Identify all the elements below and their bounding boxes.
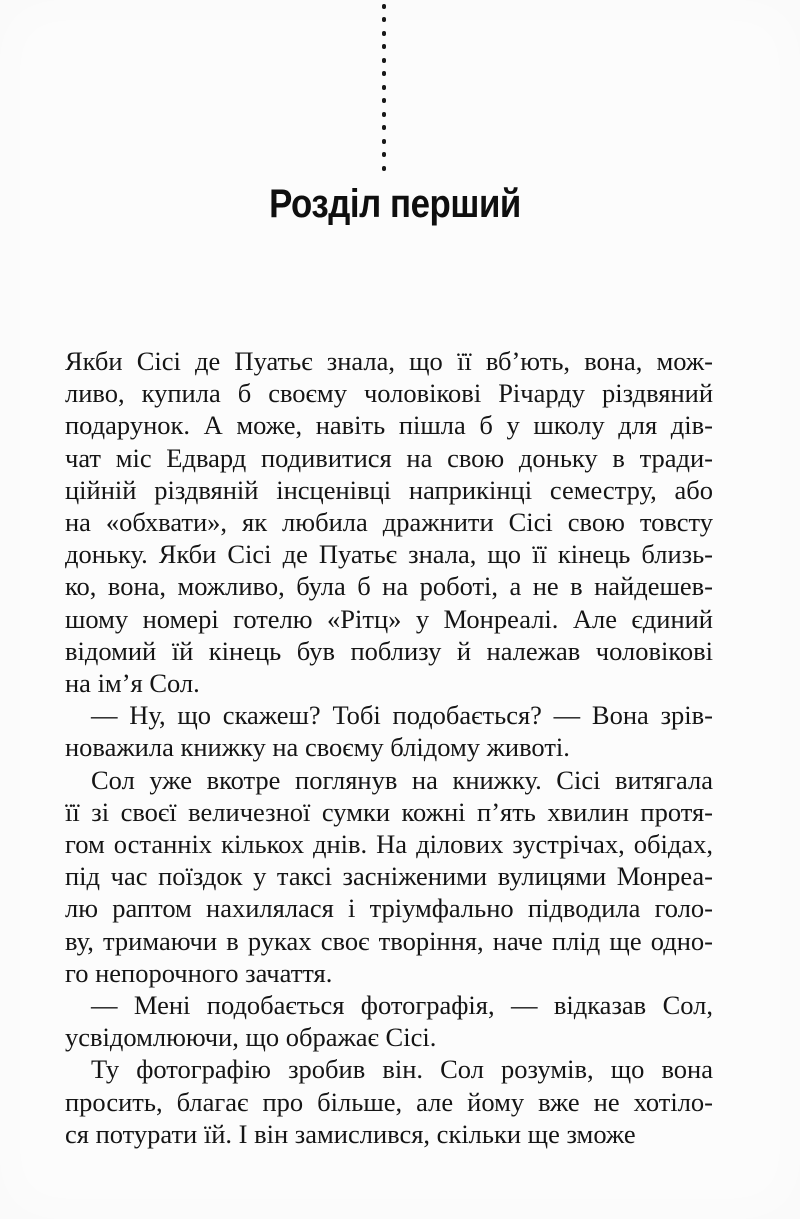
text-line: ся потурати їй. І він замислився, скільки ще зможе — [65, 1118, 636, 1149]
ornament-dot — [382, 31, 387, 36]
text-line: — Мені подобається фотографія, — відказав Сол, — [91, 990, 713, 1021]
ornament-dot — [382, 4, 387, 9]
paragraph-5 — [65, 1053, 713, 1150]
text-line: на ім’я Сол. — [65, 668, 200, 699]
text-line: подарунок. А може, навіть пішла б у школу для дів- — [65, 410, 713, 441]
ornament-dot — [382, 112, 387, 117]
paragraph-2 — [65, 699, 713, 763]
text-line: Ту фотографію зробив він. Сол розумів, що вона — [91, 1054, 713, 1085]
chapter-title: Розділ перший — [269, 182, 521, 226]
body-text — [65, 345, 713, 1150]
text-line: ційній різдвяній інсценівці наприкінці семестру, або — [65, 474, 713, 505]
text-line: шому номері готелю «Рітц» у Монреалі. Але єдиний — [65, 603, 713, 634]
ornament-dot — [382, 139, 387, 144]
text-line: ко, вона, можливо, була б на роботі, а не в найдешев- — [65, 571, 713, 602]
ornament-dot — [382, 152, 387, 157]
text-line: Якби Сісі де Пуатьє знала, що її вб’ють, вона, мож- — [65, 346, 713, 376]
text-line: Сол уже вкотре поглянув на книжку. Сісі витягала — [91, 764, 713, 795]
text-line: лю раптом нахилялася і тріумфально підводила голо- — [65, 893, 713, 924]
ornament-dot — [382, 125, 387, 130]
text-line: доньку. Якби Сісі де Пуатьє знала, що її кінець близь- — [65, 539, 713, 570]
paragraph-4 — [65, 989, 713, 1053]
ornament-dot — [382, 71, 387, 76]
text-line: го непорочного зачаття. — [65, 957, 333, 988]
text-line: її зі своєї величезної сумки кожні п’ять хвилин протя- — [65, 796, 713, 827]
paragraph-1 — [65, 345, 713, 699]
text-line: ву, тримаючи в руках своє творіння, наче плід ще одно- — [65, 925, 713, 956]
text-line: на «обхвати», як любила дражнити Сісі свою товсту — [65, 507, 713, 538]
paragraph-3 — [65, 764, 713, 989]
ornament-dot — [382, 166, 387, 171]
ornament-dot — [382, 58, 387, 63]
ornament-dot — [382, 98, 387, 103]
text-line: ливо, купила б своєму чоловікові Річарду різдвяний — [65, 378, 713, 409]
text-line: під час поїздок у таксі засніженими вулицями Монреа- — [65, 861, 713, 892]
vertical-dots-ornament — [381, 4, 387, 171]
text-line: усвідомлюючи, що ображає Сісі. — [65, 1022, 437, 1053]
text-line: — Ну, що скажеш? Тобі подобається? — Вона зрів- — [91, 700, 713, 731]
text-line: гом останніх кількох днів. На ділових зустрічах, обідах, — [65, 829, 713, 860]
ornament-dot — [382, 85, 387, 90]
text-line: чат міс Едвард подивитися на свою доньку в тради- — [65, 442, 713, 473]
text-line: новажила книжку на своєму блідому животі. — [65, 732, 570, 763]
ornament-dot — [382, 44, 387, 49]
text-line: відомий їй кінець був поблизу й належав чоловікові — [65, 635, 713, 666]
ornament-dot — [382, 17, 387, 22]
text-line: просить, благає про більше, але йому вже не хотіло- — [65, 1086, 713, 1117]
